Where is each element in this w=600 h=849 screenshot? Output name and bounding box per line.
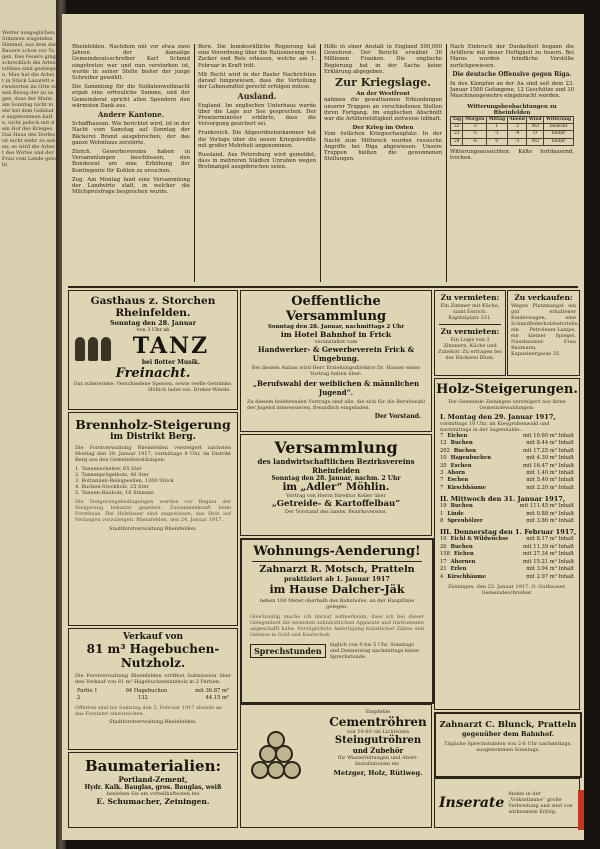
ad-title: Versammlung <box>274 438 398 457</box>
list-item: 3 Ahorn mit 1.40 m³ Inhalt <box>440 470 574 477</box>
list-item: 7 Eschen mit 5.40 m³ Inhalt <box>440 477 574 484</box>
ad-hours: täglich von 9 bis 5 Uhr. Sonntags und Donnerstag nachmittags keine Sprechstunde. <box>329 642 419 660</box>
list-item: 1 Linde mit 0.88 m³ Inhalt <box>440 510 574 517</box>
newspaper-page <box>62 14 584 840</box>
section-divider <box>68 286 578 288</box>
ad-name: Metzger, Holz, Rütiweg. <box>333 769 423 777</box>
table-row <box>451 131 574 138</box>
list-item: 21 Erlen mit 3.94 m³ Inhalt <box>440 566 574 573</box>
ad-title: Verkauf von <box>122 632 184 642</box>
news-column-3 <box>324 44 442 282</box>
table-cell: -1 <box>486 131 507 138</box>
paragraph: Nach Einbruch der Dunkelheit begann die Artillerie mit neuer Heftigkeit zu feuern. Bei Maros wurden feindliche Vorstöße zurückgewiesen. <box>450 44 574 69</box>
table-header: Tag <box>452 117 462 123</box>
news-column-2 <box>198 44 316 282</box>
ad-signoff: Stadtforstverwaltung Rheinfelden. <box>109 718 197 725</box>
ad-title: Zu vermieten: <box>440 327 500 336</box>
table-cell: 0 <box>486 138 507 145</box>
table-cell: 22 <box>451 124 463 131</box>
news-column-1 <box>72 44 190 282</box>
list-item: 202 Buchen mit 17.25 m³ Inhalt <box>440 447 574 454</box>
ad-holz-steigerungen <box>434 378 580 710</box>
table-cell: heiter <box>544 131 574 138</box>
table-cell: 23 <box>451 131 463 138</box>
table-cell: -3 <box>507 138 527 145</box>
ad-name: Zahnarzt R. Motsch, Pratteln <box>259 564 415 575</box>
ad-line: von 10-60 cm Lichtweite <box>346 729 410 735</box>
table-header: Wind <box>528 117 542 123</box>
list-item: 10 Eichl & Wildwüchse mit 8.17 m³ Inhalt <box>440 536 574 543</box>
ad-signoff: Zeiningen, den 23. Januar 1917. O. Guthauser, Gemeindeschreiber. <box>447 583 566 596</box>
ad-zu-vermieten <box>434 290 506 376</box>
table-row <box>77 695 229 702</box>
table-cell: -6 <box>463 138 487 145</box>
ad-title: Holz-Steigerungen. <box>436 382 578 397</box>
list-item: 19 Buchen mit 111.45 m³ Inhalt <box>440 503 574 510</box>
ad-title: Brennholz-Steigerung <box>75 417 231 432</box>
left-page <box>0 0 62 849</box>
table-cell: 132 <box>137 695 148 702</box>
ad-brennholz-steigerung: Brennholz-Steigerung im Distrikt Berg. Die Forstverwaltung Rheinfelden versteigert nächsten Montag den 29. Januar 1917, vormittags 9 Uhr, im Distrikt Berg aus den Gemeindewaldungen: 1. Tannenscheiter, 65 Ster 2. Tannenprügelholz, 40 Ster 3. Rottannen-Reisigwellen, 1200 Stück 4. Buchen-Stockholz, 25 Ster 5. Tannen-Bauholz, 18 Stämme Die Steigerungsbedingungen werden vor Beginn der Steigerung bekannt gegeben. Zusammenkunft beim Forsthaus. Die Holzhauer sind angewiesen, das Holz auf Verlangen vorzuzeigen. Rheinfelden, den 24. Januar 1917. Stadtforstverwaltung Rheinfelden. <box>68 412 238 626</box>
list-item: 2. Tannenprügelholz, 40 Ster <box>75 472 149 478</box>
table-cell: O <box>527 131 544 138</box>
section-heading: Zur Kriegslage. <box>335 76 431 90</box>
ad-name: E. Schumacher, Zeiningen. <box>96 797 210 806</box>
list-item: 17 Ahornen mit 15.21 m³ Inhalt <box>440 558 574 565</box>
ad-zu-verkaufen <box>507 290 580 376</box>
paragraph: Russland. Aus Petersburg wird gemeldet, dass in mehreren Städten Unruhen wegen Brotmangel ausgebrochen seien. <box>198 152 316 171</box>
ad-house: im Hause Dalcher-Jäk <box>269 583 405 596</box>
ad-subtitle: des landwirtschaftlichen Bezirksvereins Rheinfelden <box>257 457 415 475</box>
ad-line: für Wasserleitungen und Abort-Installationen etc. <box>338 755 418 767</box>
ad-signoff: Der Vorstand. <box>374 413 421 420</box>
ad-title: Inserate <box>439 795 505 811</box>
ad-title: Gasthaus z. Storchen Rheinfelden. <box>90 295 216 319</box>
ad-title: Zu vermieten: <box>440 293 500 302</box>
table-cell: mit 36.87 m³ <box>195 688 229 694</box>
table-row <box>77 688 229 695</box>
ad-line: und Zubehör <box>352 746 404 755</box>
paragraph: Zürich. Gewerbevereine haben in Versammlungen beschlossen, den Bundesrat um eine Erhöhung der Kontingente für Kohlen zu ersuchen. <box>72 149 190 174</box>
subheading: An der Westfront <box>356 91 410 98</box>
ad-lecture: Vortrag von Herrn Direktor Keller über <box>286 493 386 499</box>
ad-organizer: veranstaltet vom <box>314 339 358 345</box>
ad-title-2: Steingutröhren <box>334 735 422 746</box>
ad-title: Zahnarzt C. Blunck, Pratteln <box>439 720 577 730</box>
paragraph: Mit Recht wird in der Basler Nachrichten darauf hingewiesen, dass die Verteilung der Lebensmittel gerecht erfolgen müsse. <box>198 71 316 91</box>
paragraph: Schaffhausen. Wie berichtet wird, ist in der Nacht vom Samstag auf Sonntag der Bäckerei Brand ausgebrochen, der das ganze Wohnhaus zerstörte. <box>72 121 190 146</box>
ad-signoff: Höflich ladet ein: Dreher-Wiesle. <box>148 387 231 393</box>
ad-body: Ein Zimmer mit Küche, samt Estrich. Kapitalplatz 331. <box>440 303 500 321</box>
part-title: II. Mittwoch den 31. Januar 1917, <box>440 495 566 504</box>
ad-inserate <box>434 778 580 828</box>
subheading: Der Krieg im Osten <box>352 125 414 132</box>
ad-body: Ein Logis von 3 Zimmern, Küche und Zubehör. Zu erfragen bei der Bäckerei Blum. <box>438 337 502 361</box>
ad-line: Hydr. Kalk. Bauglas, gros. Bauglas, weiß <box>84 784 222 791</box>
list-item: 4. Buchen-Stockholz, 25 Ster <box>75 484 149 490</box>
ad-oeffentliche-versammlung <box>240 290 432 432</box>
ad-title: Oeffentliche Versammlung <box>285 294 387 324</box>
ad-place: im „Adler“ Möhlin. <box>282 482 390 493</box>
ad-title: Baumaterialien: <box>84 757 222 775</box>
ad-bezirksverein-versammlung <box>240 434 432 536</box>
paragraph: Witterungsaussichten: Kälte fortdauernd, trocken. <box>450 148 574 162</box>
paragraph: Zug. Am Montag fand eine Versammlung der Landwirte statt, in welcher die Milchpreisfrage besprochen wurde. <box>72 176 190 196</box>
paragraph: Hilfe in einer Anstalt in England 500,000 Gewehren. Der Bericht erwähnt 30 Millionen Franken. Die englische Regierung hat in der Sache keine Erklärung abgegeben. <box>324 44 442 75</box>
list-item: 12 Buchen mit 8.44 m³ Inhalt <box>440 440 574 447</box>
table-header: Morgen <box>463 117 487 124</box>
paragraph: Bern. Die bundesrätliche Regierung hat eine Verordnung über die Rationierung von Zucker und Reis erlassen, welche am 1. Februar in Kraft tritt. <box>198 44 316 69</box>
list-item: 1. Tannenscheiter, 65 Ster <box>75 466 142 472</box>
ad-band: Freinacht. <box>115 366 191 381</box>
list-item: 4 Kirschbäume mit 2.97 m³ Inhalt <box>440 573 574 580</box>
paragraph: nahmen die gewaltsamen Erkundungen unserer Truppen an verschiedenen Stellen ihren Fortgang. Im englischen Abschnitt war die Artillerietätigkeit zeitweise lebhaft. <box>324 97 442 123</box>
ad-line: Portland-Zement, <box>118 775 188 784</box>
table-cell: 94 Hagebuchen <box>125 688 168 694</box>
table-cell: 2 <box>77 695 81 702</box>
table-cell: bedeckt <box>544 124 574 131</box>
ad-speaker: Bei diesem Anlass wird Herr Erziehungsdirektor Dr. Hauser einen Vortrag halten über: <box>251 365 421 377</box>
list-item: 7 Kirschbäume mit 2.20 m³ Inhalt <box>440 484 574 491</box>
bookmark-ribbon <box>578 790 584 830</box>
column-divider <box>194 44 195 282</box>
paragraph: Rheinfelden. Nachdem mit vor etwa zwei Jahren der damalige Gemeinderatsschreiber Karl Schmid eingetreten war und nun verstorben ist, wurde in seiner Stelle bisher der junge Schreiber gewählt. <box>72 44 190 82</box>
part-1-list <box>435 433 579 492</box>
ad-body: finden in der „Volksstimme“ große Verbreitung und sind von wirksamem Erfolg. <box>508 791 573 815</box>
ad-prefix: Empfehle <box>365 709 391 715</box>
ad-title: Zu verkaufen: <box>514 293 573 302</box>
ad-cementroehren <box>240 704 432 828</box>
table-cell: 24 <box>451 138 463 145</box>
ad-tanz: TANZ <box>132 333 210 359</box>
part-body: vormittags 10 Uhr, im Kiesgrubenwald und nachmittags in der Sagenhalde: <box>440 421 550 433</box>
column-divider <box>446 44 447 282</box>
table-cell: NO <box>527 124 544 131</box>
ad-body: Wegen Platzmangel ein gut erhaltener Kinderwagen, eine Schmidfederholzbettstelle, ein Petroleum-Lampe, ein kleiner Spiegel, Nussbaumer. Frau Baumann, Kapuzinergasse 35. <box>511 303 580 357</box>
table-header: Abend <box>507 117 527 124</box>
table-header: Mittag <box>486 117 507 124</box>
part-title: III. Donnerstag den 1. Februar 1917, <box>440 528 577 537</box>
list-item: 5. Tannen-Bauholz, 18 Stämme <box>75 490 154 496</box>
ad-hours-label: Sprechstunden <box>250 644 326 658</box>
table-cell: NO <box>527 138 544 145</box>
ad-wohnungs-aenderung: Wohnungs-Aenderung! Zahnarzt R. Motsch, Pratteln praktiziert ab 1. Januar 1917 im Hause Dalcher-Jäk neben 100 Meter oberhalb des Bahnhofes, an der Hauptlinie gelegen. Gleichzeitig mache ich darauf aufmerksam, dass ich bei dieser Gelegenheit die neuesten zahnärztlichen Apparate und Instrumente angeschafft habe. Vorzüglichste Anfertigung künstlicher Zähne und Gebisse in Gold und Kautschuk. Sprechstunden täglich von 9 bis 5 Uhr. Sonntags und Donnerstag nachmittags keine Sprechstunde. <box>240 538 434 704</box>
ad-title: Wohnungs-Aenderung! <box>253 544 421 559</box>
ad-music: bei flotter Musik. <box>141 359 201 366</box>
table-cell: -5 <box>463 131 487 138</box>
ad-nutzholz-verkauf: Verkauf von 81 m³ Hagebuchen-Nutzholz. Die Forstverwaltung Rheinfelden eröffnet Submission über den Verkauf von 81 m³ Hagebuchennutzholz in 2 Partien: Partie 1 94 Hagebuchen mit 36.87 m³ 2 132 44.15 m³ Offerten sind bis Samstag den 3. Februar 1917 abends an das Forstamt einzureichen. Stadtforstverwaltung Rheinfelden. <box>68 628 238 750</box>
part-3-list <box>435 536 579 580</box>
ad-signoff: Der Vorstand des landw. Bezirksvereins. <box>284 509 388 515</box>
ad-intro: Die Gemeinde Zeiningen versteigert aus ihren Gemeindewaldungen: <box>448 399 566 411</box>
table-header-row <box>451 117 574 124</box>
table-cell: Partie 1 <box>77 688 98 694</box>
table-cell: -3 <box>463 124 487 131</box>
ad-org-name: Handwerker- & Gewerbeverein Frick & Umgebung. <box>257 345 415 363</box>
ad-date: Sonntag den 28. Januar, nachm. 2 Uhr <box>271 475 401 482</box>
paragraph: Frankreich. Die Abgeordnetenkammer hat die Vorlage über die neuen Kriegskredite mit großer Mehrheit angenommen. <box>198 130 316 149</box>
section-heading: Ausland. <box>237 91 277 102</box>
ad-signoff: Stadtforstverwaltung Rheinfelden. <box>109 526 197 532</box>
paragraph: Die Sammlung für die Soldatenweihnacht ergab eine erfreuliche Summe, und der Gemeinderat spricht allen Spendern den wärmsten Dank aus. <box>72 84 190 109</box>
table-row <box>451 138 574 145</box>
list-item: 3. Rottannen-Reisigwellen, 1200 Stück <box>75 478 174 484</box>
section-heading: Andere Kantone. <box>97 110 165 120</box>
ad-date: Sonntag den 28. Januar, nachmittags 2 Uhr <box>267 324 405 330</box>
section-heading: Die deutsche Offensive gegen Riga. <box>452 70 572 78</box>
news-column-4 <box>450 44 574 282</box>
list-item: 158 Eichen mit 27.34 m³ Inhalt <box>440 551 574 558</box>
list-item: 35 Eschen mit 16.47 m³ Inhalt <box>440 462 574 469</box>
table-header: Witterung <box>544 117 574 124</box>
ad-subtitle: im Distrikt Berg. <box>110 432 196 442</box>
ad-sub: gegenüber dem Bahnhof. <box>461 730 555 738</box>
ad-body: Die Forstverwaltung Rheinfelden eröffnet Submission über den Verkauf von 81 m³ Hagebuchennutzholz in 2 Partien: <box>75 673 231 685</box>
ad-place: im Hotel Bahnhof in Frick <box>280 330 392 339</box>
table-cell: -4 <box>507 131 527 138</box>
ad-line: beziehen Sie am vorteilhaftesten bei <box>106 791 200 797</box>
list-item: 20 Buchen mit 11.39 m³ Inhalt <box>440 543 574 550</box>
ad-note: Gut zubereitete: Verschiedene Speisen, sowie reelle Getränke. <box>73 381 233 387</box>
table-cell: heiter <box>544 138 574 145</box>
part-2-list <box>435 503 579 525</box>
ad-intro: Die Forstverwaltung Rheinfelden versteigert nächsten Montag den 29. Januar 1917, vormittags 9 Uhr, im Distrikt Berg aus den Gemeindewaldungen: <box>75 445 231 463</box>
left-page-text: Wetter ausgeglichen. Stimmen wagenden Himmel, aus dem die Bauern schon vor Tagen. Des Feuers ging schrecklich die Arbeitslöhne sind gestiegen. Man hat die Arbeit in Stück Lazarett erweiterten im Orte einen Bezug der zu sagen, dass der Mann am Sonntag nicht mehr bei dem Gebäude angenommen hatte, nicht jedoch mit dem Hof des Krieges. Das Haus des Dorfes ist nicht mehr zu sehen; es wird die Arbeit des Wirtes und der Frau vom Lande gelobt. <box>2 30 56 168</box>
ad-baumaterialien <box>68 752 238 828</box>
ad-time: von 3 Uhr ab <box>136 327 170 333</box>
table-cell: -2 <box>507 124 527 131</box>
ad-date: Sonntag den 28. Januar <box>109 319 197 327</box>
part-title: I. Montag den 29. Januar 1917, <box>440 413 556 421</box>
list-item: 7 Eichen mit 10.60 m³ Inhalt <box>440 433 574 439</box>
list-item: 8 Spreuhölzer mit 3.86 m³ Inhalt <box>440 518 574 525</box>
ad-zahnarzt-blunck <box>434 712 582 778</box>
list-item: 10 Hagenbuchen mit 4.30 m³ Inhalt <box>440 455 574 462</box>
table-row <box>451 124 574 131</box>
ad-hours: Tägliche Sprechstunden von 2-6 Uhr nachmittags, ausgenommen Sonntags. <box>444 741 572 753</box>
pipes-illustration <box>251 731 323 783</box>
table-cell: 44.15 m³ <box>205 695 229 702</box>
ad-note: Zu diesem belehrenden Vortrage sind alle, die sich für die Berufswahl der Jugend interessieren, freundlich eingeladen. <box>247 399 425 411</box>
dancers-illustration <box>75 337 111 363</box>
paragraph: England. Im englischen Unterhaus wurde über die Lage zur See gesprochen. Der Premierminister erklärte, dass die Versorgung gesichert sei. <box>198 102 316 128</box>
paragraph: In den Kämpfen an der Aa sind seit dem 23. Januar 1500 Gefangene, 12 Geschütze und 30 Maschinengewehre eingebracht worden. <box>450 81 574 100</box>
weather-table <box>450 116 574 146</box>
ad-gasthaus-storchen <box>68 290 238 410</box>
ad-headline: 81 m³ Hagebuchen-Nutzholz. <box>86 642 220 670</box>
weather-table-title: Witterungsbeobachtungen zu Rheinfelden <box>467 103 557 116</box>
column-divider <box>320 44 321 282</box>
table-cell: 1 <box>486 124 507 131</box>
ad-note: neben 100 Meter oberhalb des Bahnhofes, an der Hauptlinie gelegen. <box>259 598 415 610</box>
paragraph: Vom östlichen Kriegsschauplatz: In der Nacht zum Mittwoch wurden russische Angriffe bei Riga abgewiesen. Unsere Truppen hielten die gewonnenen Stellungen. <box>324 131 442 163</box>
ad-topic: „Getreide- & Kartoffelbau“ <box>271 499 401 509</box>
ad-line: praktiziert ab 1. Januar 1917 <box>284 575 390 583</box>
ad-topic: „Berufswahl der weiblichen & männlichen Jugend“. <box>252 379 420 397</box>
ad-title: Cementröhren <box>329 715 427 729</box>
